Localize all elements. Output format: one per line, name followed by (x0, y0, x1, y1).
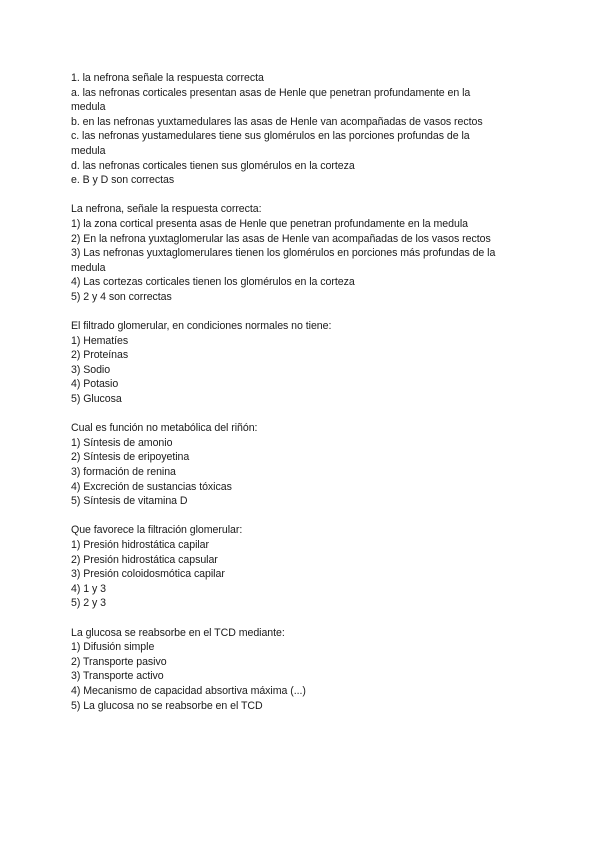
question-6 (71, 626, 531, 714)
answer-option: 1) Hematíes (71, 334, 129, 347)
answer-option: 2) Síntesis de eripoyetina (71, 451, 190, 464)
answer-option: b. en las nefronas yuxtamedulares las asas de Henle van acompañadas de vasos rectos (71, 115, 483, 128)
answer-option: 1) la zona cortical presenta asas de Henle que penetran profundamente en la medula (71, 217, 468, 230)
question-4 (71, 421, 531, 509)
question-3 (71, 319, 531, 407)
document-page (71, 71, 531, 728)
answer-option: 3) Las nefronas yuxtaglomerulares tienen los glomérulos en porciones más profundas de la (71, 247, 496, 260)
answer-option: 5) 2 y 4 son correctas (71, 290, 172, 303)
answer-option-continuation: medula (71, 101, 106, 114)
answer-option: 5) Glucosa (71, 393, 122, 406)
question-prompt: La nefrona, señale la respuesta correcta: (71, 203, 262, 216)
answer-option: 2) Presión hidrostática capsular (71, 553, 218, 566)
answer-option: 2) En la nefrona yuxtaglomerular las asas de Henle van acompañadas de los vasos rectos (71, 232, 491, 245)
answer-option: 2) Proteínas (71, 349, 129, 362)
answer-option: 1) Difusión simple (71, 641, 155, 654)
answer-option: 5) Síntesis de vitamina D (71, 495, 188, 508)
question-prompt: 1. la nefrona señale la respuesta correcta (71, 72, 264, 84)
answer-option: 2) Transporte pasivo (71, 655, 167, 668)
answer-option: e. B y D son correctas (71, 174, 175, 187)
answer-option: 5) La glucosa no se reabsorbe en el TCD (71, 699, 263, 712)
answer-option: 3) Transporte activo (71, 670, 164, 683)
question-5 (71, 523, 531, 611)
answer-option: 1) Presión hidrostática capilar (71, 539, 210, 551)
question-1 (71, 71, 531, 188)
answer-option: 4) Las cortezas corticales tienen los glomérulos en la corteza (71, 276, 355, 289)
answer-option-continuation: medula (71, 144, 106, 157)
answer-option: 5) 2 y 3 (71, 597, 106, 610)
answer-option-continuation: medula (71, 261, 106, 274)
answer-option: 4) Potasio (71, 378, 119, 391)
answer-option: 4) Mecanismo de capacidad absortiva máxima (...) (71, 684, 306, 697)
answer-option: 3) Presión coloidosmótica capilar (71, 568, 225, 581)
answer-option: d. las nefronas corticales tienen sus glomérulos en la corteza (71, 159, 355, 172)
question-prompt: La glucosa se reabsorbe en el TCD mediante: (71, 626, 285, 639)
question-2 (71, 202, 531, 304)
question-prompt: Que favorece la filtración glomerular: (71, 524, 243, 537)
answer-option: 1) Síntesis de amonio (71, 436, 173, 449)
answer-option: c. las nefronas yustamedulares tiene sus glomérulos en las porciones profundas de la (71, 130, 470, 143)
answer-option: 3) Sodio (71, 363, 111, 376)
answer-option: 3) formación de renina (71, 466, 176, 479)
question-prompt: Cual es función no metabólica del riñón: (71, 422, 258, 435)
answer-option: 4) Excreción de sustancias tóxicas (71, 480, 232, 493)
question-prompt: El filtrado glomerular, en condiciones normales no tiene: (71, 320, 332, 333)
answer-option: a. las nefronas corticales presentan asas de Henle que penetran profundamente en la (71, 86, 471, 99)
answer-option: 4) 1 y 3 (71, 582, 106, 595)
